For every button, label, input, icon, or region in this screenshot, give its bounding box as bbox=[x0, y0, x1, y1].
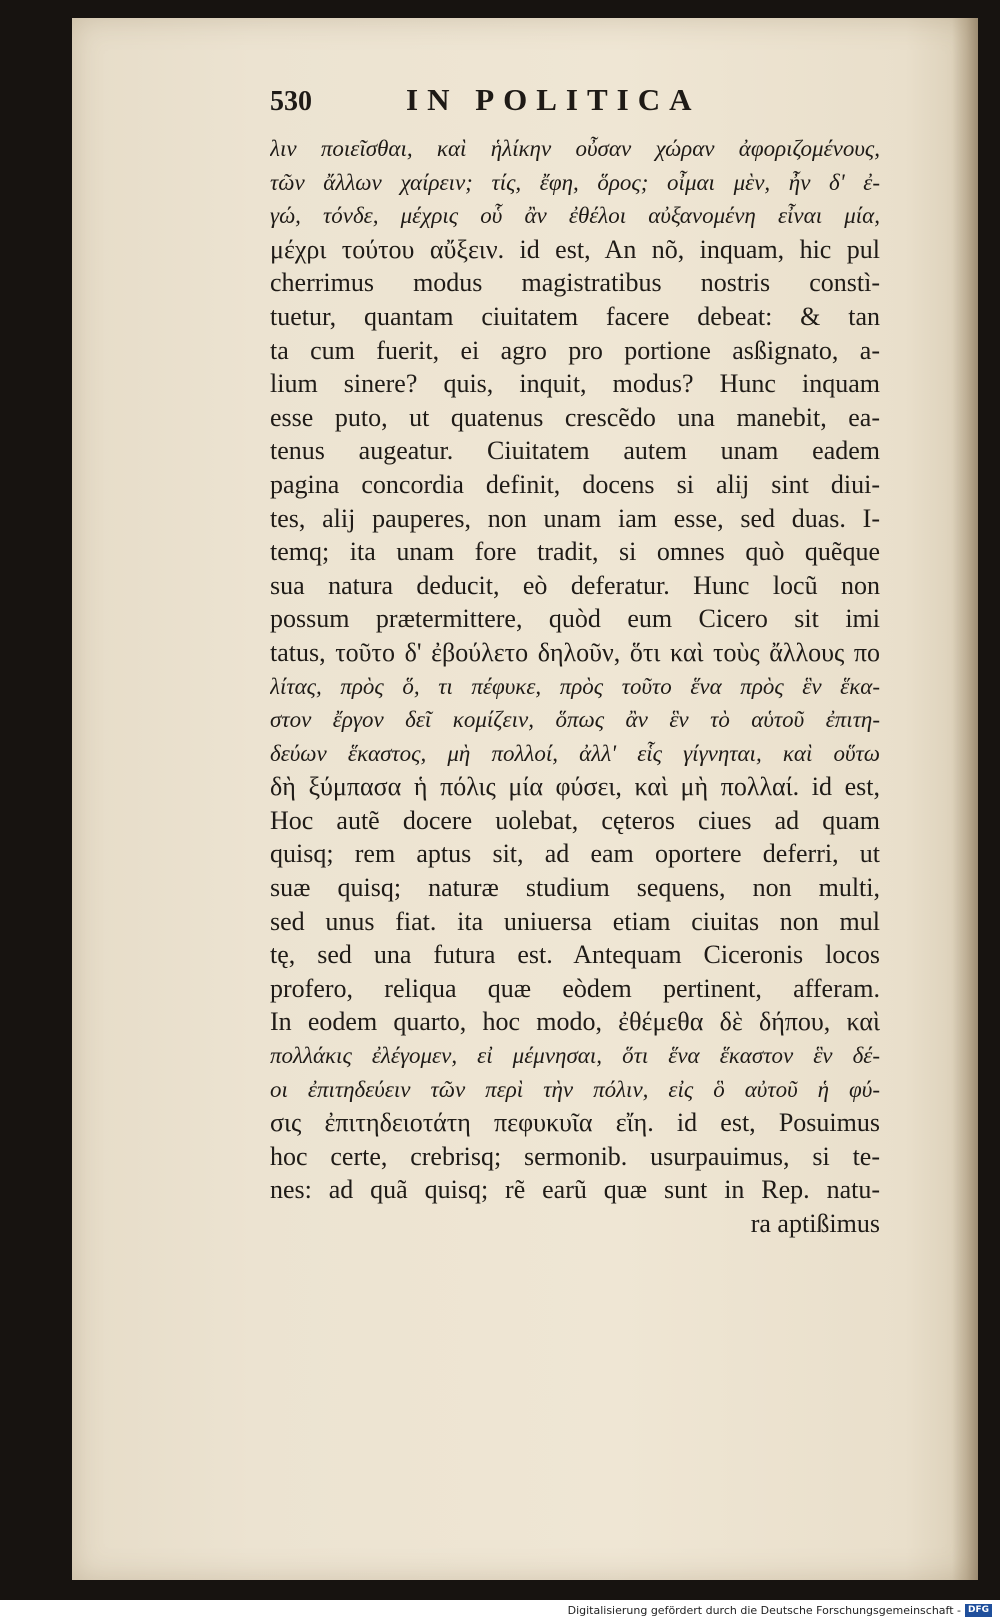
text-line: δὴ ξύμπασα ἡ πόλις μία φύσει, καὶ μὴ πολλαί. id est, bbox=[270, 772, 880, 802]
text-line: esse puto, ut quatenus crescẽdo una manebit, ea- bbox=[270, 402, 880, 432]
page-edge-shadow bbox=[952, 18, 978, 1580]
text-line: Hoc autẽ docere uolebat, cęteros ciues ad quam bbox=[270, 805, 880, 835]
text-line: lium sinere? quis, inquit, modus? Hunc inquam bbox=[270, 369, 880, 399]
text-line: λίτας, πρὸς ὅ, τι πέφυκε, πρὸς τοῦτο ἕνα πρὸς ἓν ἕκα- bbox=[270, 673, 880, 699]
text-line: nes: ad quã quisq; rẽ earũ quæ sunt in Rep. natu- bbox=[270, 1175, 880, 1205]
running-head bbox=[270, 82, 910, 126]
text-line: sed unus fiat. ita uniuersa etiam ciuitas non mul bbox=[270, 906, 880, 936]
body-text bbox=[270, 132, 880, 1241]
page-number: 530 bbox=[270, 86, 312, 117]
text-line: λιν ποιεῖσθαι, καὶ ἡλίκην οὖσαν χώραν ἀφοριζομένους, bbox=[270, 136, 880, 161]
text-line: pagina concordia definit, docens si alij sint diui- bbox=[270, 469, 880, 499]
text-line: στον ἔργον δεῖ κομίζειν, ὅπως ἂν ἓν τὸ αὑτοῦ ἐπιτη- bbox=[270, 707, 880, 733]
text-line: cherrimus modus magistratibus nostris constì- bbox=[270, 268, 880, 298]
text-line: μέχρι τούτου αὔξειν. id est, An nõ, inquam, hic pul bbox=[270, 234, 880, 264]
text-line: ra aptißimus bbox=[750, 1209, 880, 1238]
text-line: profero, reliqua quæ eòdem pertinent, afferam. bbox=[270, 973, 880, 1003]
digitization-credit bbox=[568, 1600, 992, 1621]
text-line: quisq; rem aptus sit, ad eam oportere deferri, ut bbox=[270, 839, 880, 869]
text-line: temq; ita unam fore tradit, si omnes quò quẽque bbox=[270, 537, 880, 567]
text-line: tę, sed una futura est. Antequam Ciceronis locos bbox=[270, 940, 880, 970]
text-line: tenus augeatur. Ciuitatem autem unam eadem bbox=[270, 436, 880, 466]
text-line: In eodem quarto, hoc modo, ἐθέμεθα δὲ δήπου, καὶ bbox=[270, 1007, 880, 1037]
text-line: οι ἐπιτηδεύειν τῶν περὶ τὴν πόλιν, εἰς ὃ αὐτοῦ ἡ φύ- bbox=[270, 1076, 880, 1102]
dfg-logo: DFG bbox=[965, 1604, 992, 1617]
text-line: tes, alij pauperes, non unam iam esse, sed duas. I- bbox=[270, 503, 880, 533]
text-line: sua natura deducit, eò deferatur. Hunc locũ non bbox=[270, 570, 880, 600]
text-line: ta cum fuerit, ei agro pro portione asßignato, a- bbox=[270, 335, 880, 365]
text-line: σις ἐπιτηδειοτάτη πεφυκυῖα εἴη. id est, Posuimus bbox=[270, 1108, 880, 1138]
text-line: πολλάκις ἐλέγομεν, εἰ μέμνησαι, ὅτι ἕνα ἕκαστον ἓν δέ- bbox=[270, 1043, 880, 1069]
text-line: suæ quisq; naturæ studium sequens, non multi, bbox=[270, 873, 880, 903]
text-line: hoc certe, crebrisq; sermonib. usurpauimus, si te- bbox=[270, 1141, 880, 1171]
running-title: IN POLITICA bbox=[406, 82, 701, 117]
text-line: δεύων ἕκαστος, μὴ πολλοί, ἀλλ' εἷς γίγνηται, καὶ οὕτω bbox=[270, 740, 880, 766]
text-line: γώ, τόνδε, μέχρις οὗ ἂν ἐθέλοι αὐξανομένη εἶναι μία, bbox=[270, 203, 880, 229]
text-line: τῶν ἄλλων χαίρειν; τίς, ἔφη, ὅρος; οἶμαι μὲν, ἦν δ' ἐ- bbox=[270, 169, 880, 195]
text-line: possum prætermittere, quòd eum Cicero sit imi bbox=[270, 604, 880, 634]
credit-text: Digitalisierung gefördert durch die Deutsche Forschungsgemeinschaft - bbox=[567, 1604, 961, 1617]
text-line: tuetur, quantam ciuitatem facere debeat: & tan bbox=[270, 301, 880, 331]
text-line: tatus, τοῦτο δ' ἐβούλετο δηλοῦν, ὅτι καὶ τοὺς ἄλλους πο bbox=[270, 637, 880, 667]
